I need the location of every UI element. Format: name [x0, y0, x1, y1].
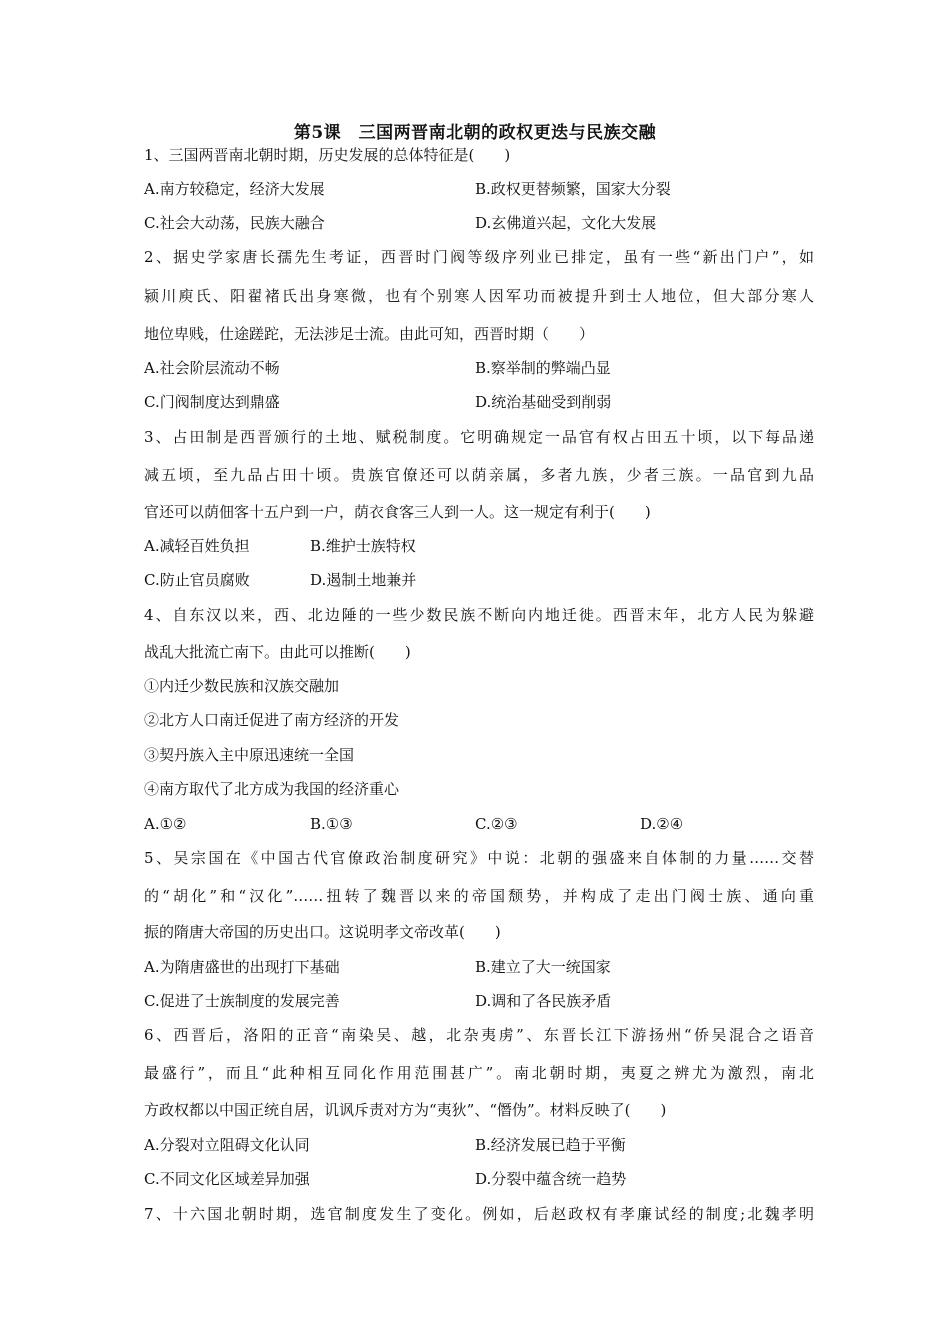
question-4-option-d: D.②④ — [640, 815, 684, 833]
question-2-option-c: C.门阀制度达到鼎盛 — [144, 393, 280, 411]
question-6-option-d: D.分裂中蕴含统一趋势 — [475, 1170, 627, 1188]
question-3-stem-line-3: 官还可以荫佃客十五户到一户，荫衣食客三人到一人。这一规定有利于( ) — [144, 503, 651, 521]
question-2-stem-line-3: 地位卑贱，仕途蹉跎，无法涉足士流。由此可知，西晋时期（ ） — [144, 325, 595, 343]
question-4-item-2: ②北方人口南迁促进了南方经济的开发 — [144, 711, 400, 729]
question-3-option-d: D.遏制土地兼并 — [310, 571, 417, 589]
question-4-item-3: ③契丹族入主中原迅速统一全国 — [144, 746, 355, 764]
question-4-option-b: B.①③ — [310, 815, 353, 833]
question-1-option-d: D.玄佛道兴起，文化大发展 — [475, 214, 657, 232]
question-5-stem-line-1: 5、吴宗国在《中国古代官僚政治制度研究》中说：北朝的强盛来自体制的力量……交替 — [144, 849, 814, 867]
question-5-option-b: B.建立了大一统国家 — [475, 958, 611, 976]
question-6-option-b: B.经济发展已趋于平衡 — [475, 1136, 626, 1154]
question-2-stem-line-1: 2、据史学家唐长孺先生考证，西晋时门阀等级序列业已排定，虽有一些“新出门户”，如 — [144, 248, 814, 266]
question-4-item-1: ①内迁少数民族和汉族交融加 — [144, 677, 340, 695]
question-2-option-a: A.社会阶层流动不畅 — [144, 359, 280, 377]
question-5-option-c: C.促进了士族制度的发展完善 — [144, 992, 340, 1010]
question-3-option-c: C.防止官员腐败 — [144, 571, 250, 589]
question-5-option-d: D.调和了各民族矛盾 — [475, 992, 612, 1010]
question-7-stem-line-1: 7、十六国北朝时期，选官制度发生了变化。例如，后赵政权有孝廉试经的制度;北魏孝明 — [144, 1205, 814, 1223]
question-3-stem-line-1: 3、占田制是西晋颁行的土地、赋税制度。它明确规定一品官有权占田五十顷，以下每品递 — [144, 428, 814, 446]
page-title: 第5课 三国两晋南北朝的政权更迭与民族交融 — [293, 123, 657, 143]
question-2-stem-line-2: 颍川庾氏、阳翟褚氏出身寒微，也有个别寒人因军功而被提升到士人地位，但大部分寒人 — [144, 287, 814, 305]
question-5-stem-line-2: 的“胡化”和“汉化”……扭转了魏晋以来的帝国颓势，并构成了走出门阀士族、通向重 — [144, 887, 814, 905]
question-3-stem-line-2: 减五顷，至九品占田十顷。贵族官僚还可以荫亲属，多者九族，少者三族。一品官到九品 — [144, 466, 814, 484]
question-6-option-a: A.分裂对立阻碍文化认同 — [144, 1136, 310, 1154]
question-6-stem-line-1: 6、西晋后，洛阳的正音“南染吴、越，北杂夷虏”、东晋长江下游扬州“侨吴混合之语音 — [144, 1026, 814, 1044]
question-4-stem-line-2: 战乱大批流亡南下。由此可以推断( ) — [144, 643, 411, 661]
question-6-option-c: C.不同文化区域差异加强 — [144, 1170, 310, 1188]
question-2-option-d: D.统治基础受到削弱 — [475, 393, 612, 411]
question-4-stem-line-1: 4、自东汉以来，西、北边陲的一些少数民族不断向内地迁徙。西晋末年，北方人民为躲避 — [144, 606, 814, 624]
question-1-option-c: C.社会大动荡，民族大融合 — [144, 214, 325, 232]
question-3-option-a: A.减轻百姓负担 — [144, 537, 250, 555]
question-6-stem-line-3: 方政权都以中国正统自居，讥讽斥责对方为“夷狄”、“僭伪”。材料反映了( ) — [144, 1101, 667, 1119]
question-4-item-4: ④南方取代了北方成为我国的经济重心 — [144, 780, 400, 798]
question-4-option-c: C.②③ — [475, 815, 518, 833]
question-3-option-b: B.维护士族特权 — [310, 537, 416, 555]
question-1-option-b: B.政权更替频繁，国家大分裂 — [475, 180, 671, 198]
question-4-option-a: A.①② — [144, 815, 187, 833]
question-5-option-a: A.为隋唐盛世的出现打下基础 — [144, 958, 340, 976]
question-1-option-a: A.南方较稳定，经济大发展 — [144, 180, 325, 198]
question-6-stem-line-2: 最盛行”，而且“此种相互同化作用范围甚广”。南北朝时期，夷夏之辨尤为激烈，南北 — [144, 1064, 814, 1082]
question-1-stem: 1、三国两晋南北朝时期，历史发展的总体特征是( ) — [144, 146, 511, 164]
question-2-option-b: B.察举制的弊端凸显 — [475, 359, 611, 377]
question-5-stem-line-3: 振的隋唐大帝国的历史出口。这说明孝文帝改革( ) — [144, 923, 501, 941]
